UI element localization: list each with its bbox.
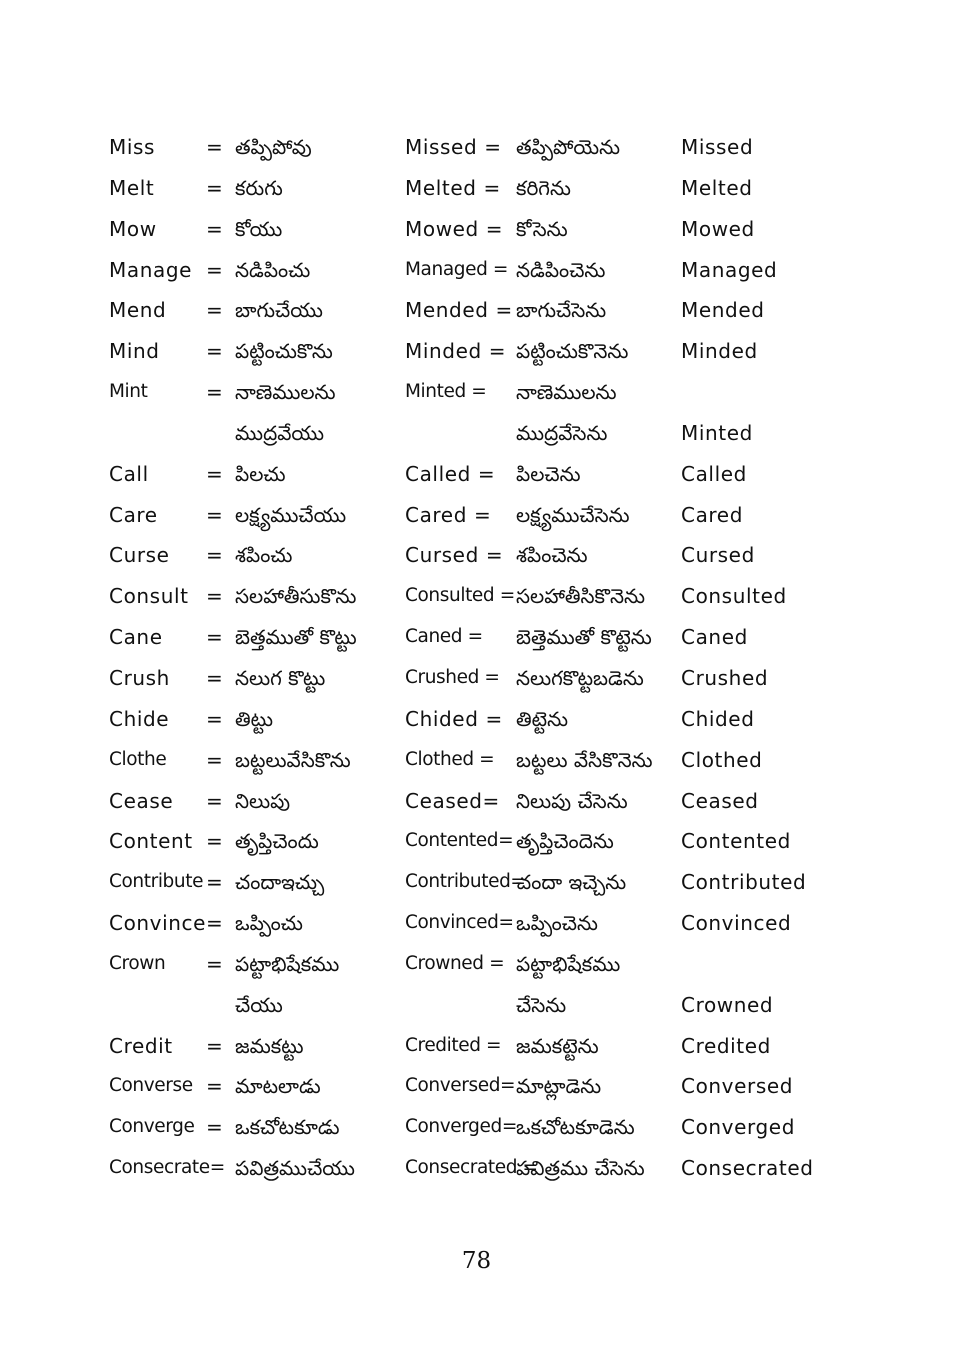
past-tense-verb: Clothed = xyxy=(405,748,495,770)
base-verb: Mind xyxy=(109,339,160,364)
telugu-past-meaning: నిలుపు చేసెను xyxy=(516,788,628,813)
verb-row xyxy=(109,617,909,658)
past-participle: Missed xyxy=(681,135,754,159)
verb-row xyxy=(109,576,909,617)
equals-sign: = xyxy=(206,502,223,527)
verb-row xyxy=(109,1026,909,1067)
telugu-past-meaning: బట్టలు వేసికొనెను xyxy=(516,747,653,772)
equals-sign: = xyxy=(206,135,223,159)
base-verb: Converse xyxy=(109,1075,193,1097)
past-participle: Minted xyxy=(681,420,753,445)
past-tense-verb: Convinced= xyxy=(405,912,514,934)
telugu-past-meaning: ముద్రవేసెను xyxy=(516,420,608,445)
past-tense-verb: Crushed = xyxy=(405,666,500,688)
telugu-past-meaning: ఒప్పించెను xyxy=(516,911,598,936)
telugu-base-meaning: శపించు xyxy=(235,543,293,568)
verb-row xyxy=(109,821,909,862)
telugu-base-meaning: బెత్తముతో కొట్టు xyxy=(235,625,357,650)
telugu-base-meaning: కోయు xyxy=(235,216,283,241)
base-verb: Crown xyxy=(109,952,166,974)
telugu-past-meaning: పట్టాభిషేకము xyxy=(516,951,621,976)
telugu-base-meaning: చేయు xyxy=(235,992,283,1017)
telugu-past-meaning: పిలచెను xyxy=(516,461,581,486)
verb-row xyxy=(109,168,909,209)
verb-row xyxy=(109,250,909,291)
telugu-base-meaning: నలుగ కొట్టు xyxy=(235,665,326,690)
verb-row xyxy=(109,372,909,413)
past-participle: Contributed xyxy=(681,870,807,895)
verb-row xyxy=(109,862,909,903)
telugu-base-meaning: తృప్తిచెందు xyxy=(235,829,319,854)
equals-sign: = xyxy=(206,625,223,650)
telugu-past-meaning: కరిగెను xyxy=(516,175,571,200)
past-tense-verb: Caned = xyxy=(405,626,483,648)
equals-sign: = xyxy=(206,870,223,895)
telugu-base-meaning: ఒకచోటకూడు xyxy=(235,1115,340,1140)
telugu-base-meaning: లక్ష్యముచేయు xyxy=(235,502,347,527)
telugu-base-meaning: తిట్టు xyxy=(235,706,273,731)
past-participle: Cursed xyxy=(681,543,755,568)
telugu-past-meaning: తప్పిపోయెను xyxy=(516,135,621,159)
past-participle: Mended xyxy=(681,298,765,323)
past-participle: Caned xyxy=(681,625,748,650)
equals-sign: = xyxy=(206,951,223,976)
telugu-past-meaning: బెత్తెముతో కొట్టెను xyxy=(516,625,652,650)
past-participle: Converged xyxy=(681,1115,795,1140)
verb-row xyxy=(109,658,909,699)
base-verb: Content xyxy=(109,829,193,854)
base-verb: Call xyxy=(109,461,149,486)
base-verb: Clothe xyxy=(109,748,167,770)
past-participle: Conversed xyxy=(681,1074,794,1099)
equals-sign: = xyxy=(206,380,223,405)
past-participle: Consulted xyxy=(681,584,787,609)
past-tense-verb: Contented= xyxy=(405,830,514,852)
past-tense-verb: Consulted = xyxy=(405,585,515,607)
base-verb: Converge xyxy=(109,1116,195,1138)
past-tense-verb: Mowed = xyxy=(405,216,504,241)
verb-row xyxy=(109,781,909,822)
base-verb: Miss xyxy=(109,135,156,159)
telugu-base-meaning: పిలచు xyxy=(235,461,286,486)
equals-sign: = xyxy=(206,461,223,486)
past-participle: Melted xyxy=(681,175,753,200)
telugu-past-meaning: చందా ఇచ్చెను xyxy=(516,870,627,895)
equals-sign: = xyxy=(206,706,223,731)
past-tense-verb: Mended = xyxy=(405,298,513,323)
telugu-base-meaning: ముద్రవేయు xyxy=(235,420,325,445)
past-tense-verb: Consecrated = xyxy=(405,1157,538,1179)
past-tense-verb: Credited = xyxy=(405,1034,502,1056)
telugu-base-meaning: బాగుచేయు xyxy=(235,298,323,323)
telugu-base-meaning: సలహాతీసుకొను xyxy=(235,584,357,609)
verb-row xyxy=(109,1066,909,1107)
past-participle: Clothed xyxy=(681,747,763,772)
equals-sign: = xyxy=(206,339,223,364)
base-verb: Cane xyxy=(109,625,163,650)
telugu-base-meaning: తప్పిపోవు xyxy=(235,135,312,159)
verb-row xyxy=(109,1107,909,1148)
equals-sign: = xyxy=(206,788,223,813)
telugu-past-meaning: తృప్తిచెందెను xyxy=(516,829,614,854)
equals-sign: = xyxy=(206,747,223,772)
verb-row xyxy=(109,1148,909,1189)
equals-sign: = xyxy=(206,216,223,241)
past-participle: Called xyxy=(681,461,747,486)
base-verb: Mint xyxy=(109,381,148,403)
telugu-past-meaning: నలుగకొట్టబడెను xyxy=(516,665,644,690)
base-verb: Mow xyxy=(109,216,157,241)
page-number: 78 xyxy=(461,1248,492,1274)
past-participle: Contented xyxy=(681,829,791,854)
past-tense-verb: Chided = xyxy=(405,706,503,731)
verb-row xyxy=(109,903,909,944)
equals-sign: = xyxy=(206,584,223,609)
equals-sign: = xyxy=(206,257,223,282)
verb-row xyxy=(109,290,909,331)
telugu-past-meaning: కోసెను xyxy=(516,216,568,241)
past-tense-verb: Cursed = xyxy=(405,543,504,568)
past-tense-verb: Crowned = xyxy=(405,952,505,974)
past-participle: Crushed xyxy=(681,665,769,690)
base-verb: Manage xyxy=(109,257,193,282)
telugu-past-meaning: బాగుచేసెను xyxy=(516,298,607,323)
verb-table xyxy=(109,127,909,1189)
base-verb: Care xyxy=(109,502,158,527)
telugu-past-meaning: శపించెను xyxy=(516,543,588,568)
telugu-past-meaning: నడిపించెను xyxy=(516,257,606,282)
past-tense-verb: Missed = xyxy=(405,135,502,159)
telugu-past-meaning: పట్టించుకొనెను xyxy=(516,339,629,364)
past-participle: Cared xyxy=(681,502,744,527)
base-verb: Credit xyxy=(109,1033,173,1058)
base-verb: Chide xyxy=(109,706,170,731)
verb-row xyxy=(109,454,909,495)
past-participle: Chided xyxy=(681,706,755,731)
equals-sign: = xyxy=(206,1074,223,1099)
telugu-base-meaning: జమకట్టు xyxy=(235,1033,304,1058)
base-verb: Consult xyxy=(109,584,189,609)
telugu-past-meaning: ఒకచోటకూడెను xyxy=(516,1115,635,1140)
base-verb: Contribute xyxy=(109,871,204,893)
telugu-base-meaning: పట్టాభిషేకము xyxy=(235,951,340,976)
verb-row xyxy=(109,944,909,985)
base-verb: Consecrate= xyxy=(109,1157,225,1179)
verb-row xyxy=(109,209,909,250)
base-verb: Curse xyxy=(109,543,170,568)
past-participle: Minded xyxy=(681,339,758,364)
past-tense-verb: Minded = xyxy=(405,339,507,364)
past-participle: Mowed xyxy=(681,216,755,241)
verb-row xyxy=(109,699,909,740)
base-verb: Melt xyxy=(109,175,155,200)
telugu-base-meaning: కరుగు xyxy=(235,175,283,200)
verb-row xyxy=(109,127,909,168)
past-tense-verb: Cared = xyxy=(405,502,492,527)
verb-row-continuation xyxy=(109,413,909,454)
past-participle: Ceased xyxy=(681,788,759,813)
past-participle: Convinced xyxy=(681,911,792,936)
telugu-past-meaning: లక్ష్యముచేసెను xyxy=(516,502,630,527)
past-participle: Consecrated xyxy=(681,1156,814,1181)
telugu-base-meaning: ఒప్పించు xyxy=(235,911,303,936)
equals-sign: = xyxy=(206,298,223,323)
past-tense-verb: Ceased= xyxy=(405,788,500,813)
past-tense-verb: Minted = xyxy=(405,381,487,403)
past-tense-verb: Converged= xyxy=(405,1116,517,1138)
telugu-base-meaning: నిలుపు xyxy=(235,788,291,813)
equals-sign: = xyxy=(206,829,223,854)
equals-sign: = xyxy=(206,1033,223,1058)
telugu-base-meaning: బట్టలువేసికొను xyxy=(235,747,351,772)
base-verb: Mend xyxy=(109,298,167,323)
equals-sign: = xyxy=(206,1115,223,1140)
telugu-past-meaning: జమకట్టెను xyxy=(516,1033,599,1058)
past-participle: Crowned xyxy=(681,992,774,1017)
verb-row xyxy=(109,331,909,372)
base-verb: Convince= xyxy=(109,911,224,936)
telugu-base-meaning: మాటలాడు xyxy=(235,1074,321,1099)
equals-sign: = xyxy=(206,665,223,690)
base-verb: Cease xyxy=(109,788,174,813)
telugu-past-meaning: చేసెను xyxy=(516,992,567,1017)
telugu-base-meaning: చందాఇచ్చు xyxy=(235,870,325,895)
telugu-past-meaning: పవిత్రము చేసెను xyxy=(516,1156,645,1181)
telugu-base-meaning: పవిత్రముచేయు xyxy=(235,1156,355,1181)
past-tense-verb: Called = xyxy=(405,461,496,486)
verb-row-continuation xyxy=(109,985,909,1026)
verb-row xyxy=(109,535,909,576)
past-participle: Managed xyxy=(681,257,778,282)
telugu-past-meaning: తిట్టెను xyxy=(516,706,569,731)
verb-row xyxy=(109,495,909,536)
past-participle: Credited xyxy=(681,1033,771,1058)
past-tense-verb: Melted = xyxy=(405,175,501,200)
telugu-past-meaning: నాణెములను xyxy=(516,380,617,405)
verb-row xyxy=(109,740,909,781)
equals-sign: = xyxy=(206,175,223,200)
past-tense-verb: Contributed= xyxy=(405,871,526,893)
equals-sign: = xyxy=(206,543,223,568)
telugu-base-meaning: పట్టించుకొను xyxy=(235,339,333,364)
base-verb: Crush xyxy=(109,665,170,690)
telugu-base-meaning: నడిపించు xyxy=(235,257,311,282)
past-tense-verb: Conversed= xyxy=(405,1075,516,1097)
telugu-base-meaning: నాణెములను xyxy=(235,380,336,405)
telugu-past-meaning: మాట్లాడెను xyxy=(516,1074,602,1099)
past-tense-verb: Managed = xyxy=(405,258,509,280)
telugu-past-meaning: సలహాతీసికొనెను xyxy=(516,584,645,609)
